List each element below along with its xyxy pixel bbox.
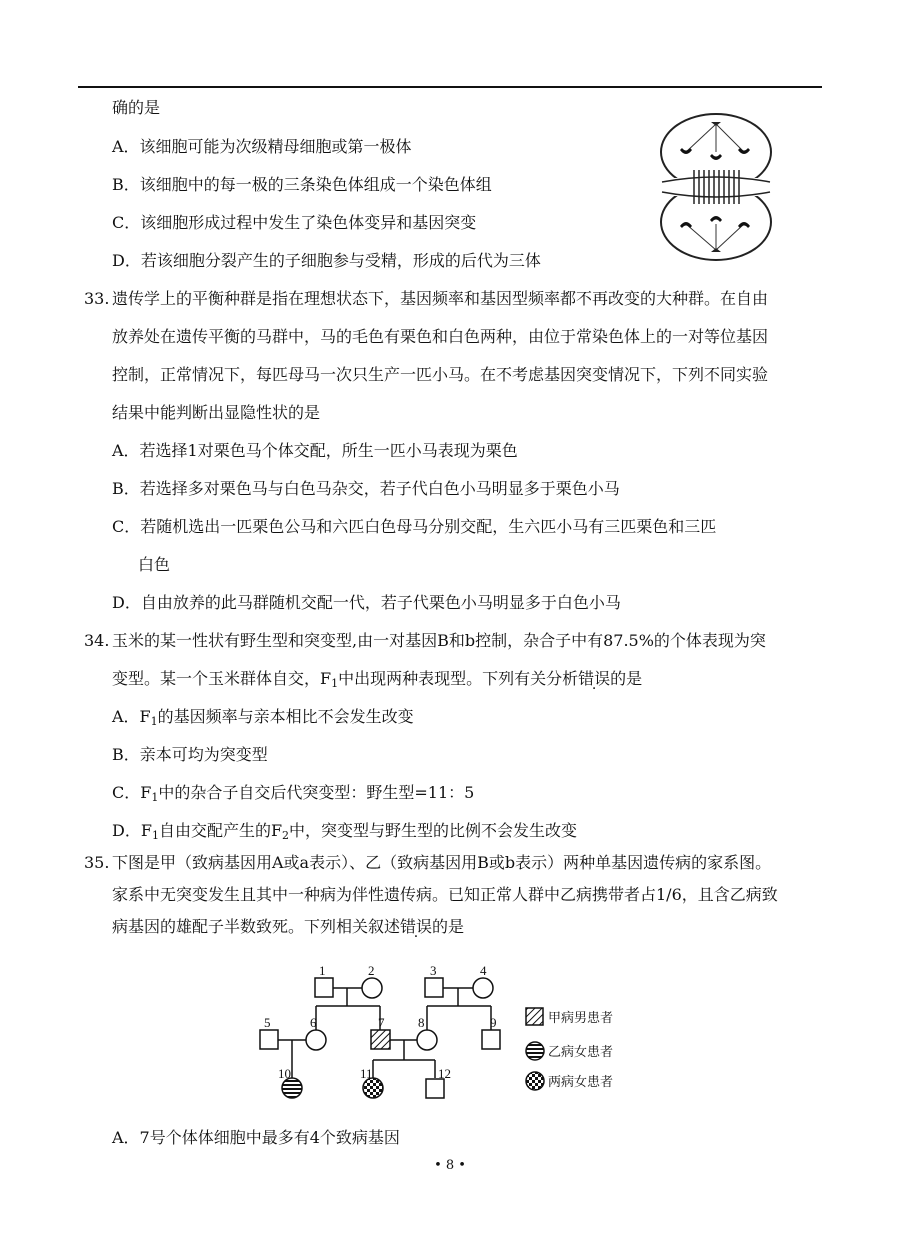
q32-option-d: D．若该细胞分裂产生的子细胞参与受精，形成的后代为三体 [112,251,541,270]
pedigree-individual-6 [306,1030,326,1050]
q35-number: 35. [84,853,110,872]
q34-option-c: C．$F_1$中的杂合子自交后代突变型：野生型=11：5 [112,783,475,804]
pedigree-chart [250,960,630,1105]
q33-option-c-cont: 白色 [138,555,171,574]
emphasis-mark: 错误 [578,669,611,688]
q32-option-c: C．该细胞形成过程中发生了染色体变异和基因突变 [112,213,477,232]
q32-option-a: A．该细胞可能为次级精母细胞或第一极体 [112,137,412,156]
pedigree-individual-10 [282,1078,302,1098]
q35-stem-line-2: 家系中无突变发生且其中一种病为伴性遗传病。已知正常人群中乙病携带者占1/6，且含乙病致 [112,885,778,904]
pedigree-label-7: 7 [378,1015,385,1030]
pedigree-label-11: 11 [360,1066,373,1081]
pedigree-individual-3 [425,978,443,997]
pedigree-individual-11 [363,1078,383,1098]
q33-number: 33. [84,289,110,308]
q35-option-a: A．7号个体体细胞中最多有4个致病基因 [112,1128,400,1147]
q32-option-b: B．该细胞中的每一极的三条染色体组成一个染色体组 [112,175,492,194]
q33-option-b: B．若选择多对栗色马与白色马杂交，若子代白色小马明显多于栗色小马 [112,479,620,498]
pedigree-individual-8 [417,1030,437,1050]
pedigree-label-8: 8 [418,1015,425,1030]
pedigree-individual-12 [426,1079,444,1098]
pedigree-individual-7 [371,1030,390,1049]
q34-option-b: B．亲本可均为突变型 [112,745,268,764]
pedigree-individual-4 [473,978,493,998]
q34-stem-line-1: 玉米的某一性状有野生型和突变型,由一对基因B和b控制，杂合子中有87.5%的个体表现为突 [112,631,766,650]
q33-stem-line-3: 控制，正常情况下，每匹母马一次只生产一匹小马。在不考虑基因突变情况下，下列不同实验 [112,365,769,384]
cell-division-figure [656,112,776,262]
q34-option-d: D．$F_1$自由交配产生的$F_2$中，突变型与野生型的比例不会发生改变 [112,821,578,842]
pedigree-label-2: 2 [368,963,375,978]
legend-label-3: 两病女患者 [548,1075,614,1090]
q34-stem-line-2: 变型。某一个玉米群体自交，$F_1$中出现两种表现型。下列有关分析错误的是 [112,669,643,690]
legend-symbol-female-both [526,1072,544,1090]
pedigree-label-6: 6 [310,1015,317,1030]
q35-stem-line-1: 下图是甲（致病基因用A或a表示）、乙（致病基因用B或b表示）两种单基因遗传病的家系图。 [112,853,772,872]
q33-option-d: D．自由放养的此马群随机交配一代，若子代栗色小马明显多于白色小马 [112,593,621,612]
q33-stem-line-4: 结果中能判断出显隐性状的是 [112,403,321,422]
legend-label-2: 乙病女患者 [548,1045,614,1060]
page-number: • 8 • [434,1158,466,1173]
pedigree-label-4: 4 [480,963,487,978]
legend-label-1: 甲病男患者 [548,1011,614,1026]
q33-option-c: C．若随机选出一匹栗色公马和六匹白色母马分别交配，生六匹小马有三匹栗色和三匹 [112,517,717,536]
pedigree-individual-5 [260,1030,278,1049]
legend-symbol-male-a [526,1008,543,1025]
q35-stem-line-3: 病基因的雄配子半数致死。下列相关叙述错误的是 [112,917,465,936]
emphasis-mark: 错误 [400,917,433,936]
pedigree-label-1: 1 [319,963,326,978]
q33-stem-line-2: 放养处在遗传平衡的马群中，马的毛色有栗色和白色两种，由位于常染色体上的一对等位基因 [112,327,769,346]
pedigree-individual-9 [482,1030,500,1049]
legend-symbol-female-b [526,1042,544,1060]
header-rule [78,86,822,88]
pedigree-label-5: 5 [264,1015,271,1030]
q34-option-a: A．$F_1$的基因频率与亲本相比不会发生改变 [112,707,414,728]
pedigree-individual-2 [362,978,382,998]
pedigree-individual-1 [315,978,333,997]
pedigree-label-9: 9 [490,1015,497,1030]
pedigree-label-10: 10 [278,1066,291,1081]
q33-option-a: A．若选择1对栗色马个体交配，所生一匹小马表现为栗色 [112,441,518,460]
pedigree-label-3: 3 [430,963,437,978]
pedigree-label-12: 12 [438,1066,451,1081]
q32-stem-tail: 确的是 [112,98,161,117]
q33-stem-line-1: 遗传学上的平衡种群是指在理想状态下，基因频率和基因型频率都不再改变的大种群。在自由 [112,289,769,308]
q34-number: 34. [84,631,110,650]
